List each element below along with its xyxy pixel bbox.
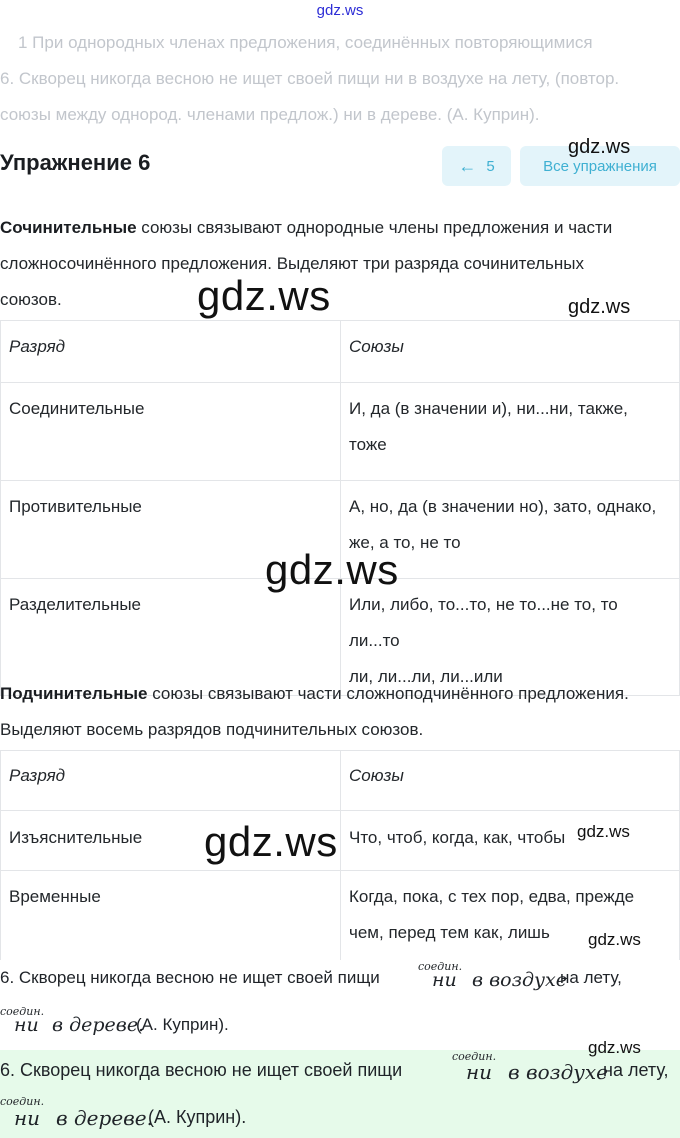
- watermark: gdz.ws: [265, 546, 399, 593]
- watermark: gdz.ws: [568, 136, 631, 158]
- paragraph-text: союзов.: [0, 290, 62, 309]
- table-cell: [341, 383, 680, 481]
- cell-line: Когда, пока, с тех пор, едва, прежде: [349, 887, 635, 906]
- previous-exercise-button[interactable]: [442, 146, 511, 186]
- table-cell: Изъяснительные: [1, 811, 341, 871]
- table-header-row: [1, 321, 680, 383]
- annotation-note: соедин.: [0, 1005, 45, 1018]
- faded-line: 6. Скворец никогда весною не ищет своей пищи ни в воздухе на лету, (повтор.: [0, 69, 620, 88]
- table-row: [1, 871, 680, 969]
- paragraph-text: союзы связывают однородные члены предложения и части: [136, 218, 613, 237]
- underlined-phrase: в воздухе: [508, 1060, 608, 1084]
- watermark: gdz.ws: [588, 930, 641, 949]
- previous-exercise-number: 5: [486, 157, 495, 175]
- answer-text: 6. Скворец никогда весною не ищет своей пищи: [0, 968, 380, 987]
- conjunction-word: ни: [432, 969, 457, 991]
- table-row: [1, 383, 680, 481]
- underlined-phrase: в воздухе: [472, 969, 567, 991]
- underlined-phrase: в дереве.: [52, 1014, 145, 1036]
- watermark: gdz.ws: [588, 1038, 641, 1057]
- term-coordinating: Сочинительные: [0, 218, 137, 237]
- cell-line: чем, перед тем как, лишь: [349, 923, 550, 942]
- faded-context: [0, 25, 680, 133]
- highlighted-answer-block: [0, 1038, 680, 1138]
- conjunction-word: ни: [466, 1060, 493, 1084]
- column-header: Разряд: [1, 751, 341, 811]
- watermark: gdz.ws: [577, 822, 630, 841]
- table-cell: [341, 871, 680, 969]
- answer-text: (А. Куприн).: [136, 1015, 229, 1034]
- annotation-note: соедин.: [0, 1095, 45, 1108]
- answer-block: [0, 960, 680, 1050]
- table-cell: Временные: [1, 871, 341, 969]
- column-header: Союзы: [341, 321, 680, 383]
- underlined-phrase: в дереве.: [56, 1106, 153, 1130]
- answer-text: на лету,: [560, 968, 622, 987]
- term-subordinating: Подчинительные: [0, 684, 148, 703]
- table-header-row: [1, 751, 680, 811]
- cell-line: же, а то, не то: [349, 533, 461, 552]
- all-exercises-button[interactable]: Все упражнения: [520, 146, 680, 186]
- conjunction-word: ни: [14, 1106, 41, 1130]
- cell-line: ли, ли...ли, ли...или: [349, 667, 503, 686]
- table-cell: Противительные: [1, 481, 341, 579]
- table-cell: Разделительные: [1, 579, 341, 696]
- table-cell: Соединительные: [1, 383, 341, 481]
- watermark: gdz.ws: [568, 296, 631, 318]
- table-cell: Что, чтоб, когда, как, чтобы: [341, 811, 680, 871]
- column-header: Разряд: [1, 321, 341, 383]
- coordinating-conjunctions-table: [0, 320, 680, 696]
- watermark: gdz.ws: [204, 818, 338, 865]
- faded-line: 1 При однородных членах предложения, соединённых повторяющимися: [18, 33, 593, 52]
- exercise-title: Упражнение 6: [0, 150, 151, 175]
- subordinating-conjunctions-table: [0, 750, 680, 969]
- paragraph-text: сложносочинённого предложения. Выделяют три разряда сочинительных: [0, 254, 584, 273]
- faded-line: союзы между однород. членами предлож.) ни в дереве. (А. Куприн).: [0, 105, 540, 124]
- paragraph-text: Выделяют восемь разрядов подчинительных союзов.: [0, 720, 424, 739]
- answer-text: на лету,: [603, 1060, 669, 1080]
- paragraph-text: союзы связывают части сложноподчинённого предложения.: [147, 684, 629, 703]
- answer-text: (А. Куприн).: [148, 1107, 247, 1127]
- subordinating-paragraph: [0, 676, 680, 748]
- column-header: Союзы: [341, 751, 680, 811]
- annotation-note: соедин.: [452, 1050, 497, 1063]
- cell-line: тоже: [349, 435, 387, 454]
- cell-line: А, но, да (в значении но), зато, однако,: [349, 497, 657, 516]
- watermark: gdz.ws: [197, 272, 331, 319]
- watermark-top: gdz.ws: [316, 2, 364, 19]
- cell-line: И, да (в значении и), ни...ни, также,: [349, 399, 628, 418]
- conjunction-word: ни: [14, 1014, 39, 1036]
- answer-text: 6. Скворец никогда весною не ищет своей пищи: [0, 1060, 403, 1080]
- annotation-note: соедин.: [418, 960, 463, 973]
- arrow-left-icon: ←: [458, 155, 477, 176]
- cell-line: Или, либо, то...то, не то...не то, то ли...то: [349, 595, 618, 650]
